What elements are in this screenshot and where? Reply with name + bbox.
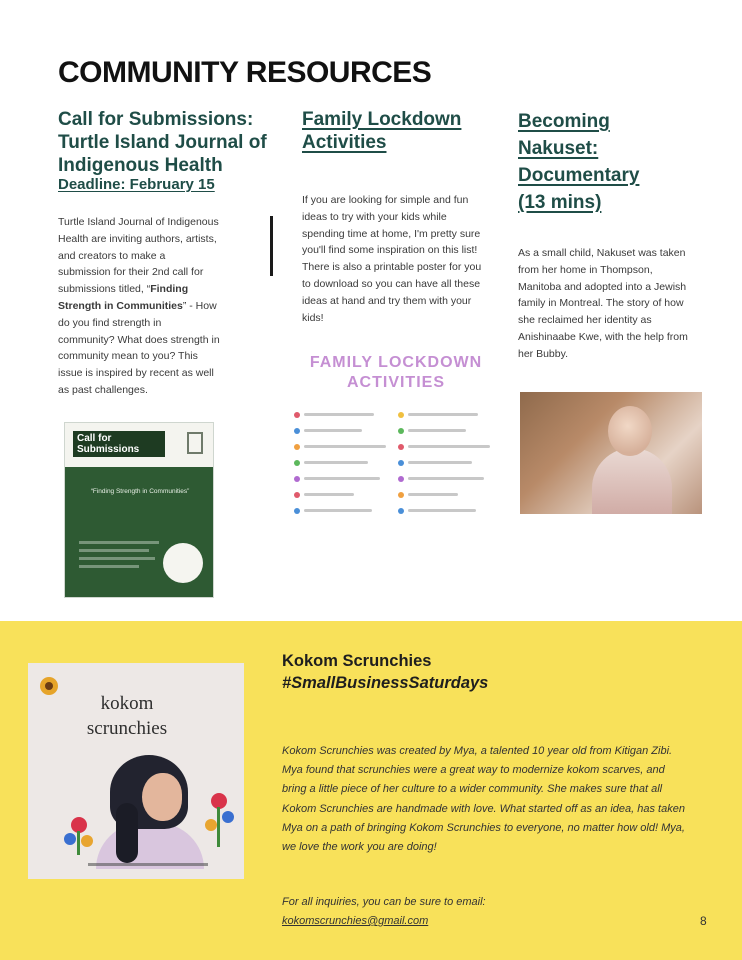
journal-logo-icon [187, 432, 203, 454]
activity-list-item [294, 472, 394, 485]
illustration-face [142, 773, 182, 821]
kokom-scrunchies-brand [52, 691, 202, 741]
kokom-scrunchies-title: Kokom Scrunchies [282, 652, 432, 670]
submissions-description-post: ” - How do you find strength in community? What does strength in community mean to you? This issue is inspired by recent as well as past challenges. [58, 299, 220, 396]
activities-card-heading-2: ACTIVITIES [346, 374, 445, 391]
activity-text-line [408, 477, 484, 480]
activities-list-left [294, 408, 394, 520]
activity-bullet-icon [294, 492, 300, 498]
activities-list-right [398, 408, 498, 520]
activity-bullet-icon [294, 476, 300, 482]
activity-bullet-icon [294, 428, 300, 434]
small-business-hashtag: #SmallBusinessSaturdays [282, 674, 489, 692]
activity-text-line [304, 509, 372, 512]
kokom-scrunchies-contact [282, 893, 662, 931]
lockdown-activities-description: If you are looking for simple and fun ideas to try with your kids while spending time at home, I'm pretty sure you'll find some inspiration on this list! There is also a printable poster for you to download so you can have all these ideas at hand and try them with your kids! [302, 194, 482, 324]
activity-bullet-icon [294, 412, 300, 418]
kokom-scrunchies-description: Kokom Scrunchies was created by Mya, a talented 10 year old from Kitigan Zibi. Mya found that scrunchies were a great way to modernize kokom scarves, and bring a little piece of her culture to a wider community. She makes sure that all Kokom Scrunchies are handmade with love. What started off as an idea, has taken Mya on a path of bringing Kokom Scrunchies to everyone, no matter how old! Mya, we love the work you are doing! [282, 745, 685, 854]
activity-text-line [408, 493, 458, 496]
poster-text-lines [79, 541, 159, 573]
submissions-theme: Finding Strength in Communities [58, 283, 189, 312]
nakuset-documentary-photo [520, 392, 702, 514]
submissions-description [58, 214, 220, 399]
activities-card-heading-1: FAMILY LOCKDOWN [309, 354, 483, 371]
contact-email-link[interactable]: kokomscrunchies@gmail.com [282, 915, 429, 927]
submissions-description-pre: Turtle Island Journal of Indigenous Health are inviting authors, artists, and creators to make a submission for their 2nd call for submissions titled, “ [58, 216, 219, 296]
activity-list-item [294, 424, 394, 437]
activity-text-line [304, 493, 354, 496]
activity-list-item [398, 440, 498, 453]
submissions-poster-image [64, 422, 214, 598]
lockdown-activities-link[interactable]: Family Lockdown Activities [302, 109, 462, 153]
floral-beadwork-left-icon [60, 813, 98, 857]
brand-word-1: kokom [100, 693, 154, 714]
kokom-scrunchies-image [28, 663, 244, 879]
activity-bullet-icon [398, 460, 404, 466]
brand-word-2: scrunchies [86, 718, 168, 739]
activity-list-item [398, 488, 498, 501]
activity-list-item [294, 408, 394, 421]
activity-text-line [304, 445, 386, 448]
activity-list-item [294, 440, 394, 453]
activity-bullet-icon [398, 444, 404, 450]
nakuset-documentary-description: As a small child, Nakuset was taken from her home in Thompson, Manitoba and adopted into a Jewish family in Montreal. The story of how she reclaimed her identity as Anishinaabe Kwe, with the help from her Bubby. [518, 247, 688, 360]
activity-bullet-icon [294, 508, 300, 514]
nakuset-documentary-link[interactable]: Becoming Nakuset: Documentary (13 mins) [518, 111, 640, 213]
activity-bullet-icon [398, 428, 404, 434]
activity-bullet-icon [398, 476, 404, 482]
activity-list-item [294, 488, 394, 501]
activity-list-item [398, 408, 498, 421]
activity-text-line [408, 461, 472, 464]
illustration-ponytail [116, 803, 138, 863]
poster-badge: Call for Submissions [73, 431, 165, 457]
column-divider [270, 216, 273, 276]
poster-heading: “Finding Strength in Communities” [90, 488, 190, 495]
poster-logo-circle [163, 543, 203, 583]
page-title: COMMUNITY RESOURCES [58, 56, 432, 89]
activity-bullet-icon [294, 460, 300, 466]
page-number: 8 [700, 914, 707, 928]
activity-text-line [408, 445, 490, 448]
activity-text-line [304, 461, 368, 464]
activity-text-line [408, 509, 476, 512]
activity-list-item [398, 472, 498, 485]
activity-list-item [398, 456, 498, 469]
floral-beadwork-right-icon [200, 789, 238, 849]
activity-bullet-icon [294, 444, 300, 450]
contact-text: For all inquiries, you can be sure to email: [282, 896, 486, 908]
activity-list-item [294, 504, 394, 517]
activity-text-line [304, 477, 380, 480]
activity-list-item [398, 424, 498, 437]
photo-child-dress [592, 448, 672, 514]
activity-text-line [304, 429, 362, 432]
image-caption-line [88, 863, 208, 866]
activity-text-line [304, 413, 374, 416]
activity-bullet-icon [398, 412, 404, 418]
activity-list-item [294, 456, 394, 469]
lockdown-activities-poster-image [288, 352, 504, 624]
activity-text-line [408, 413, 478, 416]
activity-bullet-icon [398, 492, 404, 498]
submissions-title: Call for Submissions: Turtle Island Journal of Indigenous Health [58, 109, 267, 176]
activity-list-item [398, 504, 498, 517]
submissions-deadline-link[interactable]: Deadline: February 15 [58, 176, 215, 193]
activity-text-line [408, 429, 466, 432]
activity-bullet-icon [398, 508, 404, 514]
photo-child-face [608, 406, 652, 456]
